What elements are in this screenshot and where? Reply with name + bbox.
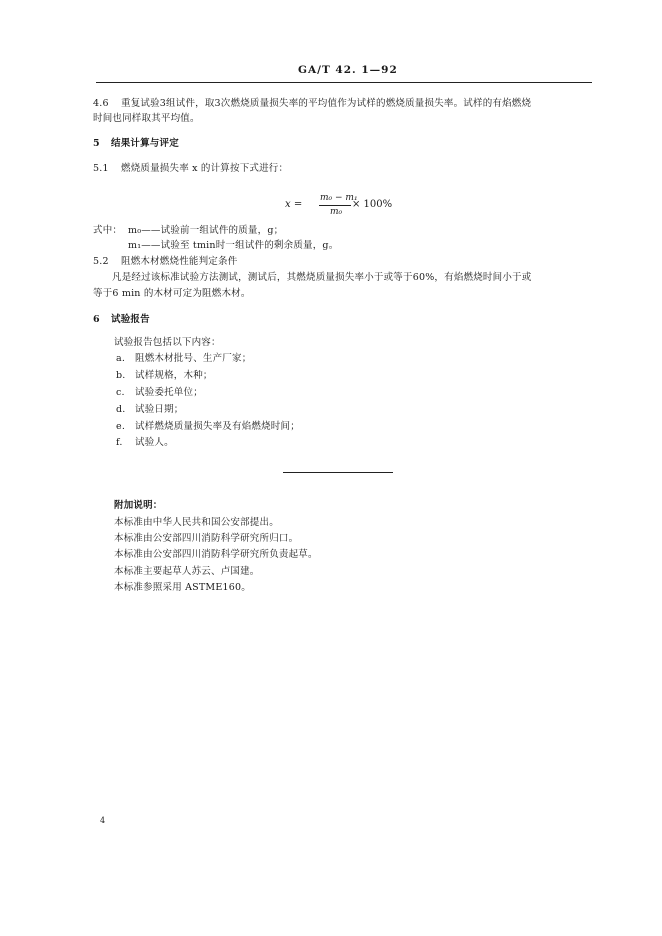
list-item-label: d. <box>116 404 126 415</box>
header-standard-code: GA/T 42. 1—92 <box>298 64 398 76</box>
where-label: 式中： <box>93 225 123 236</box>
list-item-label: a. <box>116 353 126 364</box>
notes-line: 本标准由公安部四川消防科学研究所负责起草。 <box>114 549 318 560</box>
formula-numerator: m₀ − m₁ <box>320 193 358 203</box>
section-5-2-line2: 等于6 min 的木材可定为阻燃木材。 <box>93 288 251 299</box>
formula-denominator: m₀ <box>330 207 343 217</box>
section-5-2-line1: 凡是经过该标准试验方法测试，测试后，其燃烧质量损失率小于或等于60%，有焰燃烧时间小于或 <box>112 272 532 283</box>
where-m0: m₀——试验前一组试件的质量，g； <box>128 225 284 236</box>
notes-line: 本标准主要起草人苏云、卢国建。 <box>114 566 260 577</box>
report-intro: 试验报告包括以下内容： <box>114 337 221 348</box>
list-item-text: 试验人。 <box>135 437 174 448</box>
notes-title: 附加说明： <box>114 500 163 511</box>
section-4-6-line2: 时间也同样取其平均值。 <box>93 113 200 124</box>
list-item-label: f. <box>116 437 123 448</box>
list-item-text: 阻燃木材批号、生产厂家； <box>135 353 252 364</box>
list-item-text: 试样燃烧质量损失率及有焰燃烧时间； <box>135 421 300 432</box>
list-item-text: 试验委托单位； <box>135 387 203 398</box>
list-item-label: c. <box>116 387 125 398</box>
list-item-label: b. <box>116 370 126 381</box>
section-5-1-text: 燃烧质量损失率 x 的计算按下式进行： <box>121 163 289 174</box>
where-m1: m₁——试验至 tmin时一组试件的剩余质量，g。 <box>128 240 339 251</box>
notes-line: 本标准由中华人民共和国公安部提出。 <box>114 517 279 528</box>
end-of-text-rule <box>283 472 393 473</box>
list-item-text: 试样规格，木种； <box>135 370 213 381</box>
formula-rhs: × 100% <box>352 199 393 210</box>
formula-lhs: x = <box>285 199 303 210</box>
list-item-text: 试验日期； <box>135 404 184 415</box>
section-4-6-number: 4.6 <box>93 98 109 109</box>
section-6-title: 试验报告 <box>111 314 150 325</box>
section-5-number: 5 <box>93 138 100 149</box>
section-5-2-title: 阻燃木材燃烧性能判定条件 <box>121 256 238 267</box>
list-item-label: e. <box>116 421 126 432</box>
notes-line: 本标准参照采用 ASTME160。 <box>114 582 251 593</box>
page-number: 4 <box>100 816 106 825</box>
section-5-1-number: 5.1 <box>93 163 109 174</box>
notes-line: 本标准由公安部四川消防科学研究所归口。 <box>114 533 299 544</box>
header-rule <box>96 82 592 83</box>
section-4-6-line1: 重复试验3组试件，取3次燃烧质量损失率的平均值作为试样的燃烧质量损失率。试样的有焰燃烧 <box>121 98 532 109</box>
formula-fraction-line <box>319 205 351 206</box>
section-6-number: 6 <box>93 314 100 325</box>
section-5-2-number: 5.2 <box>93 256 109 267</box>
section-5-title: 结果计算与评定 <box>111 138 179 149</box>
